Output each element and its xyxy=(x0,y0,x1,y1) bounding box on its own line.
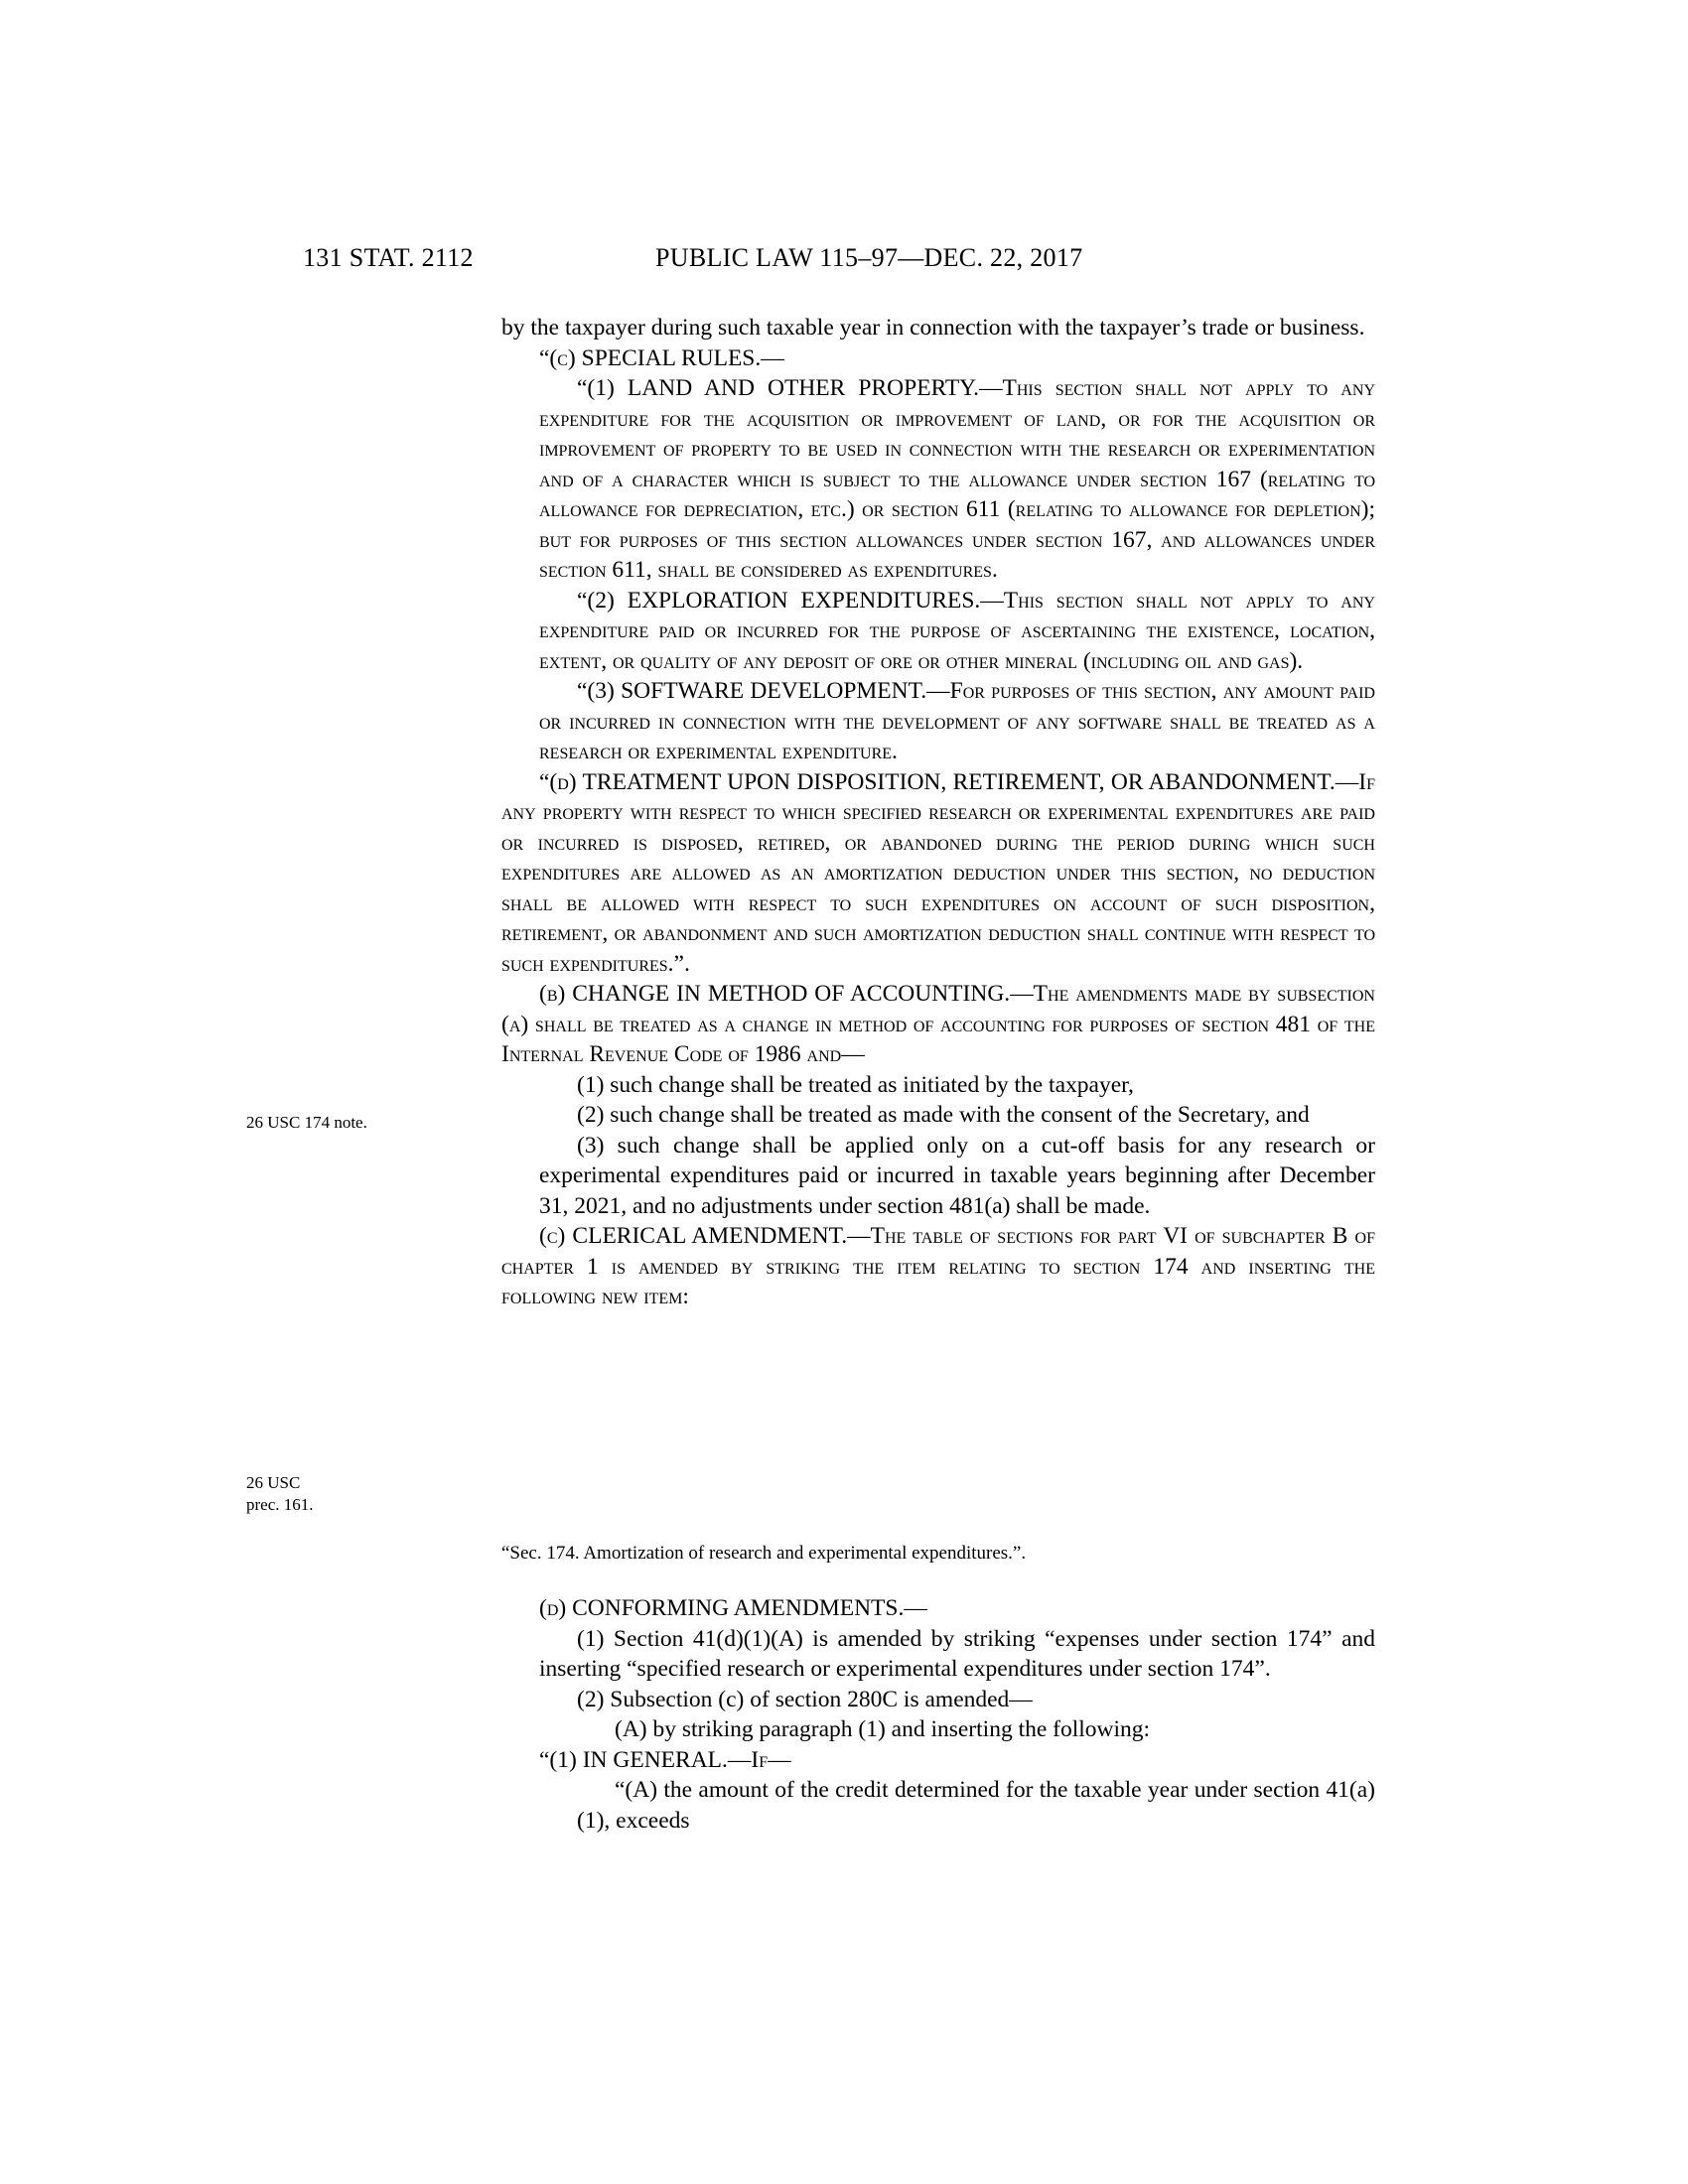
paragraph-b2: (2) such change shall be treated as made with the consent of the Secretary, and xyxy=(577,1102,1310,1128)
paragraph-new-1a: “(A) the amount of the credit determined for the taxable year under section 41(a)(1), exceeds xyxy=(577,1777,1375,1834)
public-law-citation: PUBLIC LAW 115–97—DEC. 22, 2017 xyxy=(655,243,1083,272)
paragraph-d-conforming-amendments: (d) CONFORMING AMENDMENTS.— xyxy=(539,1595,927,1621)
sidenote-text: 26 USC 174 note. xyxy=(246,1113,367,1132)
sidenote-usc-prec-161 xyxy=(246,1472,475,1516)
sec-item-text: “Sec. 174. Amortization of research and experimental expenditures.”. xyxy=(501,1543,1027,1564)
paragraph-continuation: by the taxpayer during such taxable year in connection with the taxpayer’s trade or business. xyxy=(501,315,1365,341)
sidenote-usc-174-note xyxy=(246,1112,475,1134)
paragraph-b1: (1) such change shall be treated as initiated by the taxpayer, xyxy=(577,1071,1134,1098)
sidenote-text-line2: prec. 161. xyxy=(246,1495,314,1514)
paragraph-subsection-c: “(c) SPECIAL RULES.— xyxy=(539,344,784,371)
paragraph-c3-software-development: “(3) SOFTWARE DEVELOPMENT.—For purposes of this section, any amount paid or incurred in connection with the development of any software shall be treated as a research or experimental expenditure. xyxy=(539,678,1375,764)
paragraph-b-change-in-method-of-accounting: (b) CHANGE IN METHOD OF ACCOUNTING.—The amendments made by subsection (a) shall be treated as a change in method of accounting for purposes of section 481 of the Internal Revenue Code of 1986 and— xyxy=(501,981,1375,1067)
paragraph-c2-exploration-expenditures: “(2) EXPLORATION EXPENDITURES.—This section shall not apply to any expenditure paid or incurred for the purpose of ascertaining the existence, location, extent, or quality of any deposit of ore or other mineral (including oil and gas). xyxy=(539,587,1375,674)
paragraph-d1: (1) Section 41(d)(1)(A) is amended by striking “expenses under section 174” and inserting “specified research or experimental expenditures under section 174”. xyxy=(539,1625,1375,1682)
main-text-column xyxy=(501,313,1375,1312)
main-text-column-continued xyxy=(501,1593,1375,1836)
paragraph-d2a: (A) by striking paragraph (1) and inserting the following: xyxy=(615,1716,1151,1742)
statute-citation: 131 STAT. 2112 xyxy=(303,243,474,272)
paragraph-subsection-d-treatment-upon-disposition: “(d) TREATMENT UPON DISPOSITION, RETIREMENT, OR ABANDONMENT.—If any property with respect to which specified research or experimental expenditures are paid or incurred is disposed, retired, or abandoned during the period during which such expenditures are allowed as an amortization deduction under this section, no deduction shall be allowed with respect to such expenditures on account of such disposition, retirement, or abandonment and such amortization deduction shall continue with respect to such expenditures.”. xyxy=(501,768,1375,977)
sidenote-text-line1: 26 USC xyxy=(246,1473,301,1492)
paragraph-c-clerical-amendment: (c) CLERICAL AMENDMENT.—The table of sections for part VI of subchapter B of chapter 1 is amended by striking the item relating to section 174 and inserting the following new item: xyxy=(501,1223,1375,1309)
paragraph-b3: (3) such change shall be applied only on a cut-off basis for any research or experimental expenditures paid or incurred in taxable years beginning after December 31, 2021, and no adjustments under section 481(a) shall be made. xyxy=(539,1132,1375,1219)
table-of-sections-item xyxy=(501,1541,1375,1567)
paragraph-new-1-in-general: “(1) IN GENERAL.—If— xyxy=(539,1746,791,1773)
paragraph-d2: (2) Subsection (c) of section 280C is amended— xyxy=(577,1686,1033,1712)
paragraph-c1-land-and-other-property: “(1) LAND AND OTHER PROPERTY.—This section shall not apply to any expenditure for the acquisition or improvement of land, or for the acquisition or improvement of property to be used in connection with the research or experimentation and of a character which is subject to the allowance under section 167 (relating to allowance for depreciation, etc.) or section 611 (relating to allowance for depletion); but for purposes of this section allowances under section 167, and allowances under section 611, shall be considered as expenditures. xyxy=(539,375,1375,583)
